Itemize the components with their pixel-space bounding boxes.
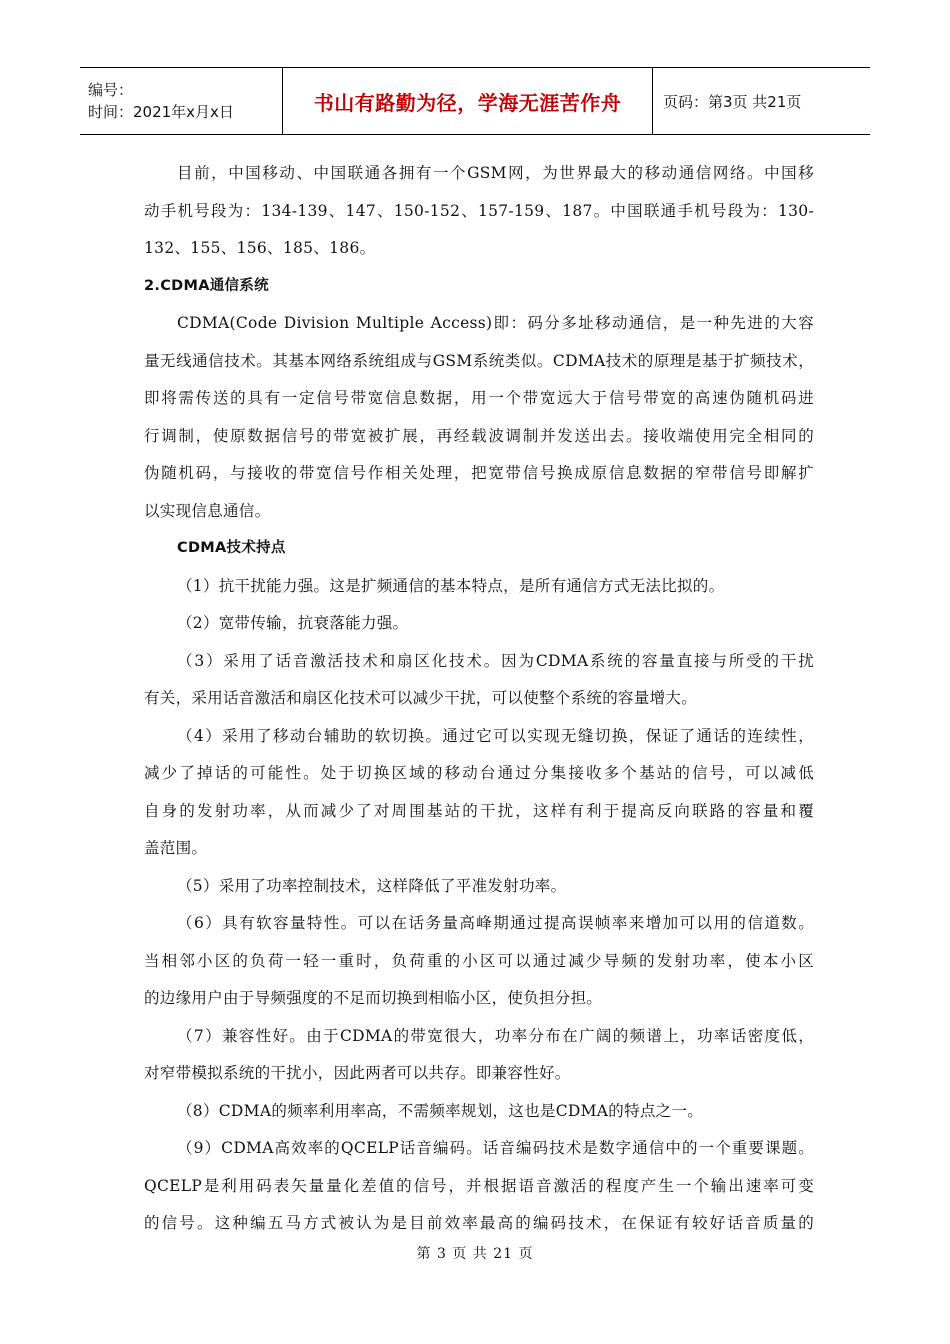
paragraph-line: 伪随机码，与接收的带宽信号作相关处理，把宽带信号换成原信息数据的窄带信号即解扩 <box>144 464 814 482</box>
section-heading: 2.CDMA通信系统 <box>144 277 269 294</box>
paragraph-line: 即将需传送的具有一定信号带宽信息数据，用一个带宽远大于信号带宽的高速伪随机码进 <box>144 389 814 407</box>
paragraph-line: 以实现信息通信。 <box>144 501 271 520</box>
list-item: （6）具有软容量特性。可以在话务量高峰期通过提高误帧率来增加可以用的信道数。 <box>177 914 814 932</box>
paragraph-line: 动手机号段为：134-139、147、150-152、157-159、187。中国联通手机号段为：130- <box>144 201 814 220</box>
list-item-continuation: 自身的发射功率，从而减少了对周围基站的干扰，这样有利于提高反向联路的容量和覆 <box>144 801 814 820</box>
list-item-continuation: 的信号。这种编五马方式被认为是目前效率最高的编码技术，在保证有较好话音质量的 <box>144 1214 814 1232</box>
list-item: （7）兼容性好。由于CDMA的带宽很大，功率分布在广阔的频谱上，功率话密度低， <box>177 1026 814 1045</box>
paragraph-line: 行调制，使原数据信号的带宽被扩展，再经载波调制并发送出去。接收端使用完全相同的 <box>144 426 814 445</box>
list-item: （5）采用了功率控制技术，这样降低了平准发射功率。 <box>177 876 567 895</box>
list-item-continuation: 有关，采用话音激活和扇区化技术可以减少干扰，可以使整个系统的容量增大。 <box>144 689 698 707</box>
list-item-continuation: 当相邻小区的负荷一轻一重时，负荷重的小区可以通过减少导频的发射功率，使本小区 <box>144 951 814 970</box>
paragraph-line: 132、155、156、185、186。 <box>144 239 376 257</box>
motto-text: 书山有路勤为径，学海无涯苦作舟 <box>313 90 622 115</box>
header-meta-cell <box>80 68 283 134</box>
time-label: 时间：2021年x月x日 <box>88 103 234 121</box>
list-item: （8）CDMA的频率利用率高，不需频率规划，这也是CDMA的特点之一。 <box>177 1101 704 1120</box>
list-item: （2）宽带传输，抗衰落能力强。 <box>177 614 409 632</box>
list-item-continuation: 盖范围。 <box>144 839 208 857</box>
document-header <box>80 67 870 135</box>
list-item: （1）抗干扰能力强。这是扩频通信的基本特点，是所有通信方式无法比拟的。 <box>177 576 725 595</box>
list-item-continuation: 对窄带模拟系统的干扰小，因此两者可以共存。即兼容性好。 <box>144 1064 571 1082</box>
list-item: （4）采用了移动台辅助的软切换。通过它可以实现无缝切换，保证了通话的连续性， <box>177 726 814 745</box>
page-info: 页码：第3页 共21页 <box>663 92 802 111</box>
footer-page-number: 第 3 页 共 21 页 <box>416 1246 534 1262</box>
document-body <box>144 155 814 1243</box>
list-item-continuation: 的边缘用户由于导频强度的不足而切换到相临小区，使负担分担。 <box>144 989 603 1007</box>
list-item-continuation: 减少了掉话的可能性。处于切换区域的移动台通过分集接收多个基站的信号，可以减低 <box>144 764 814 782</box>
header-page-cell <box>653 68 870 134</box>
page-footer <box>0 1243 950 1263</box>
number-label: 编号： <box>88 81 134 99</box>
list-item: （9）CDMA高效率的QCELP话音编码。话音编码技术是数字通信中的一个重要课题。 <box>177 1139 814 1157</box>
list-item-continuation: QCELP是利用码表矢量量化差值的信号，并根据语音激活的程度产生一个输出速率可变 <box>144 1176 814 1195</box>
paragraph-line: 目前，中国移动、中国联通各拥有一个GSM网，为世界最大的移动通信网络。中国移 <box>177 164 814 182</box>
paragraph-line: CDMA(Code Division Multiple Access)即：码分多址移动通信，是一种先进的大容 <box>177 314 814 332</box>
header-motto-cell <box>283 68 653 134</box>
subsection-heading: CDMA技术持点 <box>177 540 286 556</box>
paragraph-line: 量无线通信技术。其基本网络系统组成与GSM系统类似。CDMA技术的原理是基于扩频技术， <box>144 351 814 370</box>
list-item: （3）采用了话音激活技术和扇区化技术。因为CDMA系统的容量直接与所受的干扰 <box>177 651 814 670</box>
